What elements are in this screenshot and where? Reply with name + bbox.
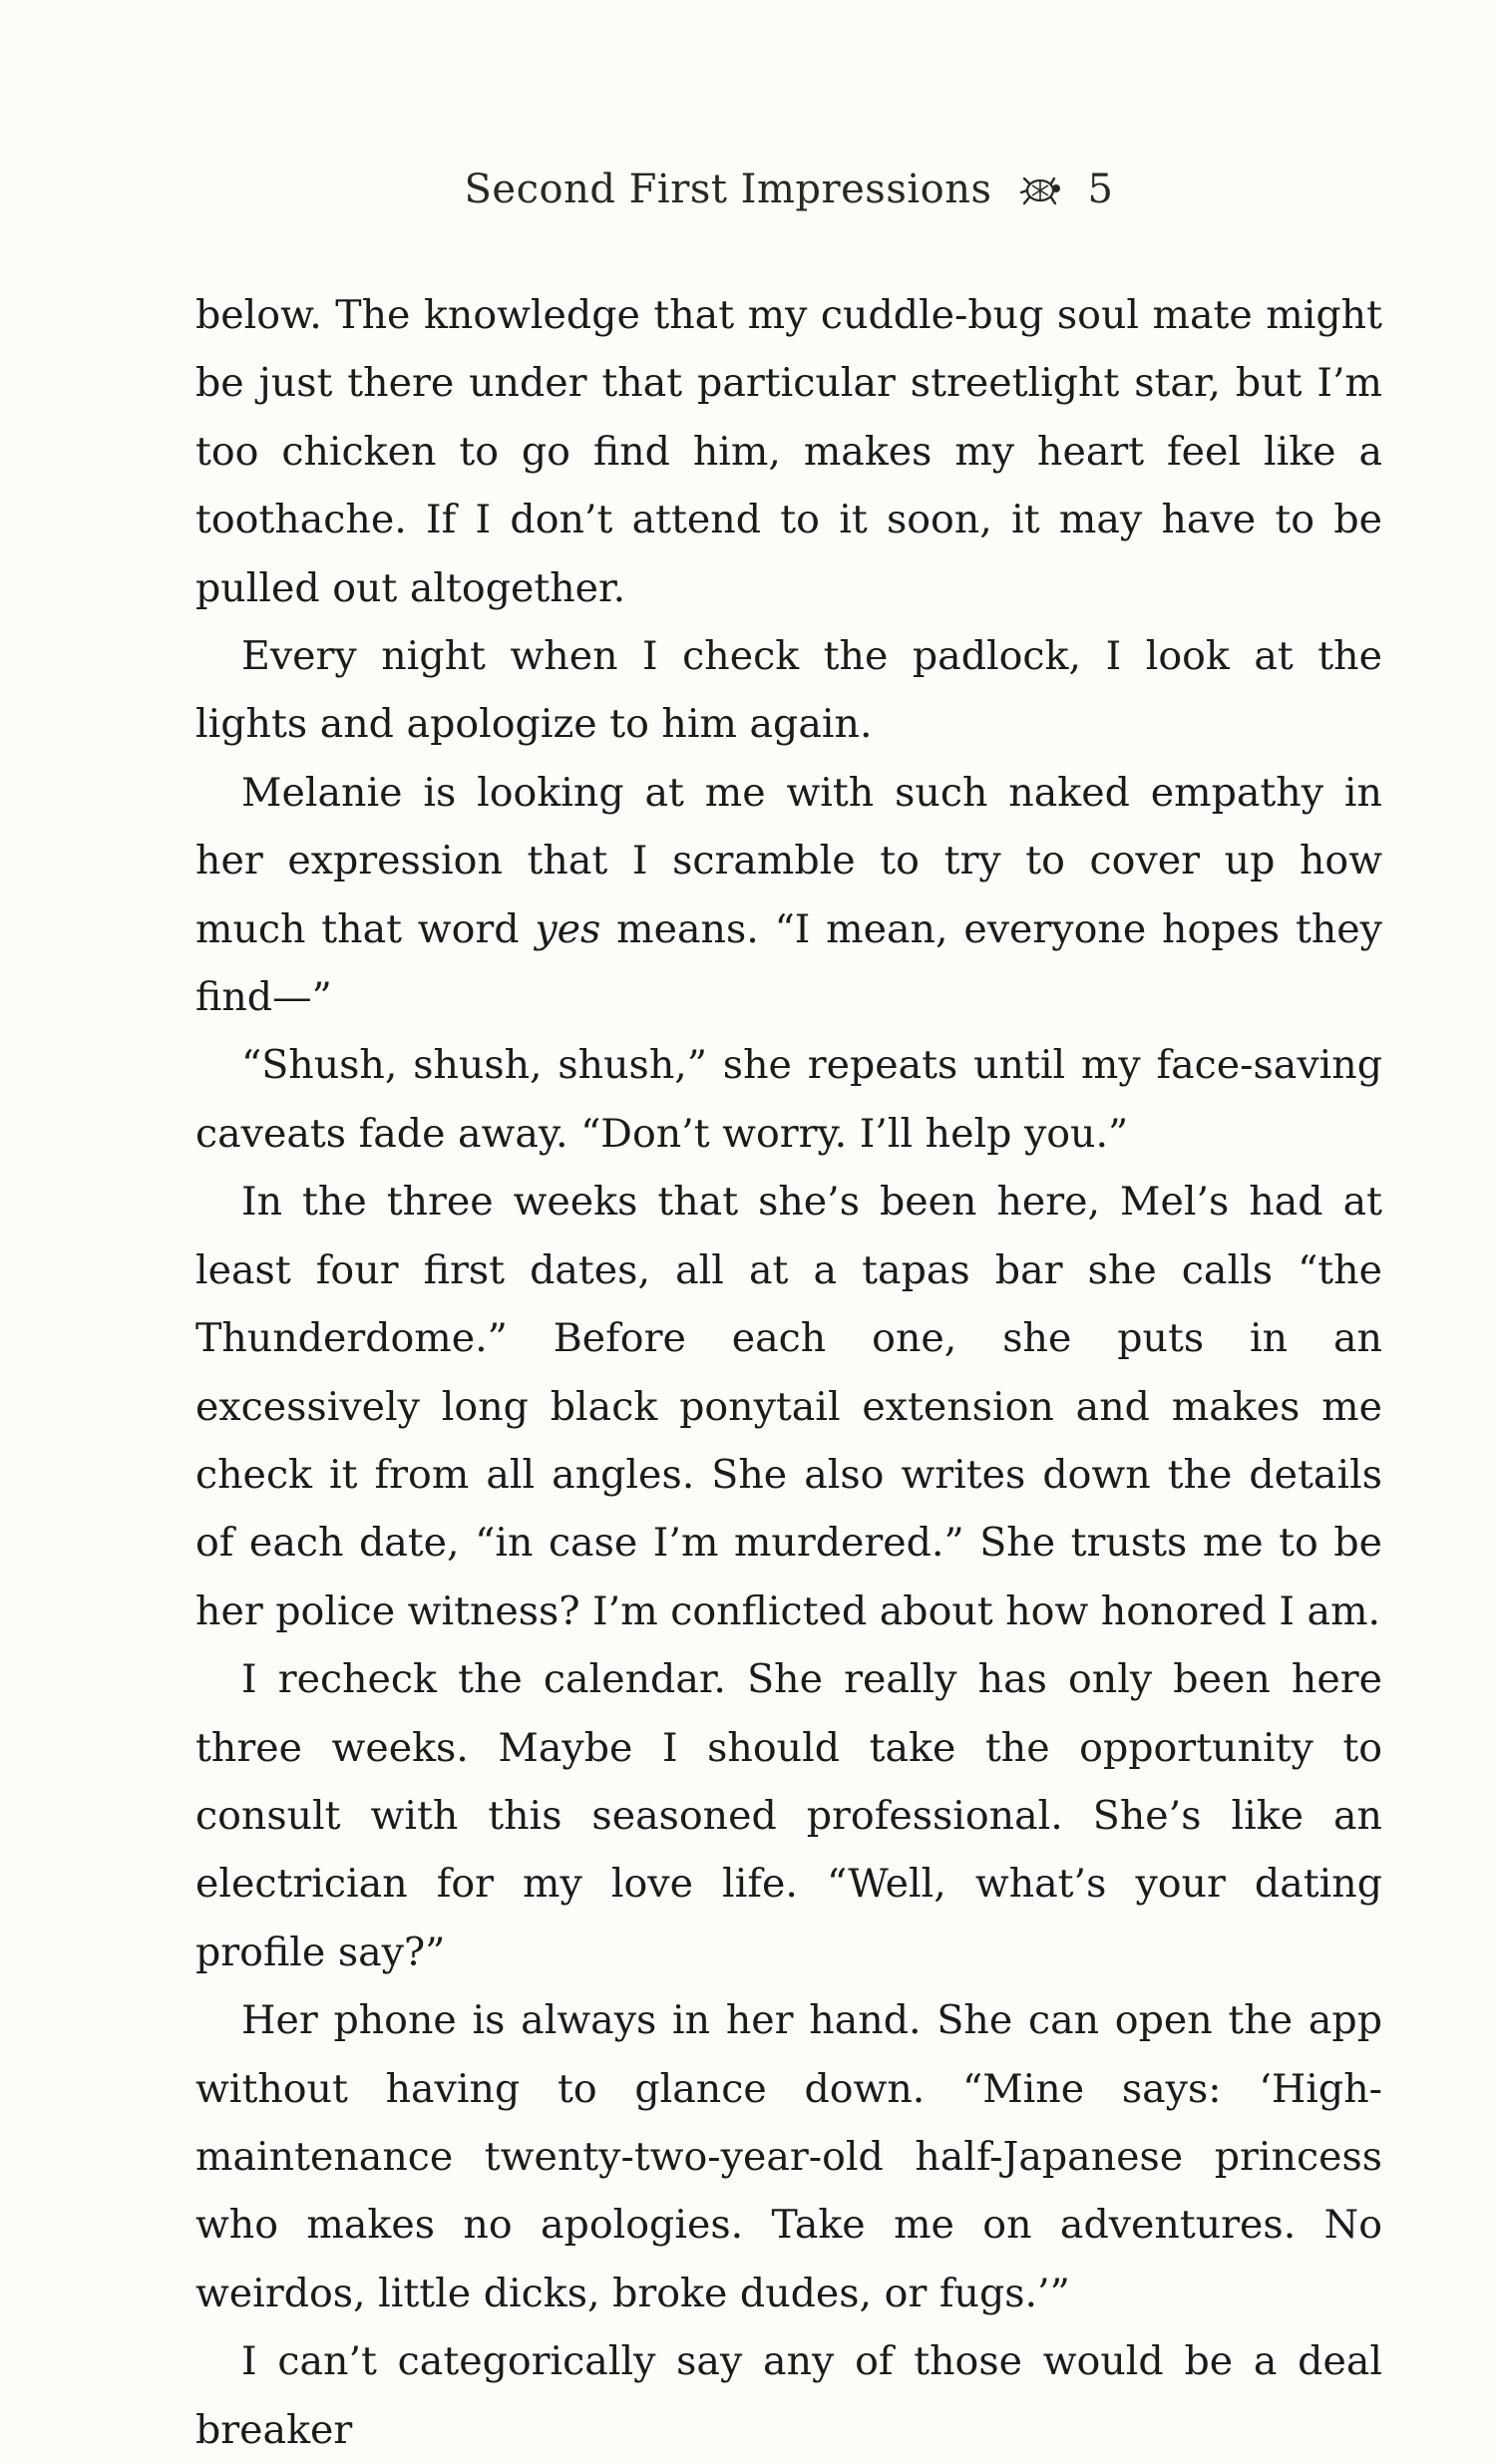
running-head-title: Second First Impressions [464,167,992,212]
italic-yes: yes [535,905,601,952]
body-text [195,281,1382,2464]
paragraph-2: Every night when I check the padlock, I look at the lights and apologize to him again. [195,633,1382,748]
page-number: 5 [1087,167,1114,212]
paragraph-1: below. The knowledge that my cuddle-bug soul mate might be just there under that particular streetlight star, but I’m too chicken to go find him, makes my heart feel like a toothache. If I don’t attend to it soon, it may have to be pulled out altogether. [195,292,1382,611]
paragraph-5: In the three weeks that she’s been here, Mel’s had at least four first dates, all at a tapas bar she calls “the Thunderdome.” Before each one, she puts in an excessively long black ponytail extension and makes me check it from all angles. She also writes down the details of each date, “in case I’m murdered.” She trusts me to be her police witness? I’m conflicted about how honored I am. [195,1179,1382,1634]
paragraph-3 [195,759,1382,1032]
turtle-icon [1018,172,1062,207]
paragraph-7: Her phone is always in her hand. She can open the app without having to glance down. “Mine says: ‘High-maintenance twenty-two-year-old half-Japanese princess who makes no apologies. Take me on adventures. No weirdos, little dicks, broke dudes, or fugs.’” [195,1997,1382,2316]
paragraph-8: I can’t categorically say any of those would be a deal breaker [195,2338,1382,2453]
paragraph-6: I recheck the calendar. She really has only been here three weeks. Maybe I should take the opportunity to consult with this seasoned professional. She’s like an electrician for my love life. “Well, what’s your dating profile say?” [195,1656,1382,1975]
book-page [195,150,1382,2453]
paragraph-3-after: means. “I mean, everyone hopes they find—” [195,905,1382,1021]
paragraph-4: “Shush, shush, shush,” she repeats until my face-saving caveats fade away. “Don’t worry. I’ll help you.” [195,1042,1382,1157]
paragraph-3-before: Melanie is looking at me with such naked empathy in her expression that I scramble to try to cover up how much that word [195,769,1382,952]
running-head [195,150,1382,229]
